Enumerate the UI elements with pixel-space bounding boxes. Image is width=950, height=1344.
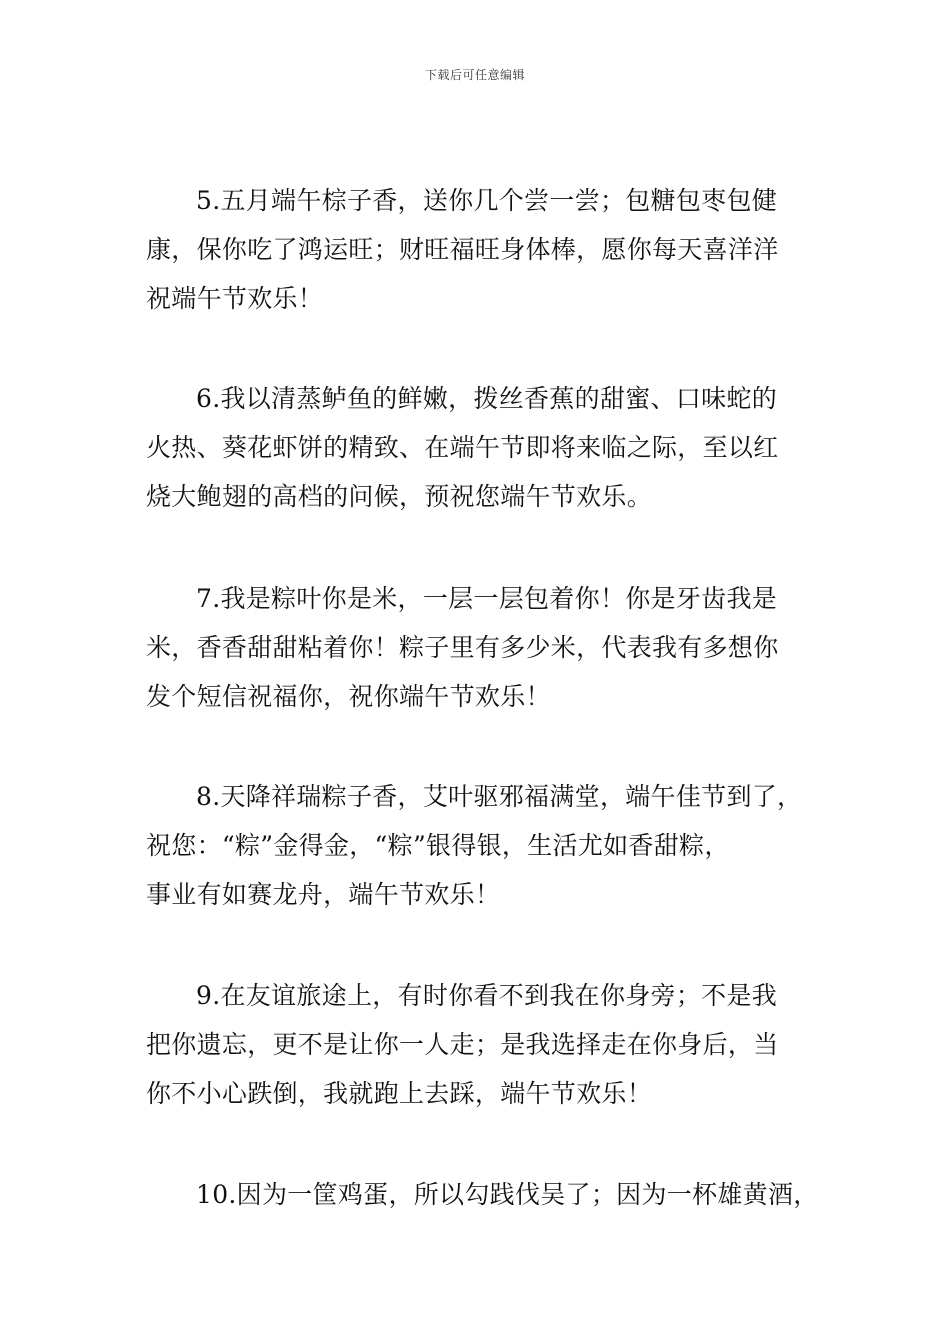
greeting-paragraph-8 — [146, 772, 836, 919]
paragraph-line: 9.在友谊旅途上，有时你看不到我在你身旁；不是我 — [196, 981, 778, 1010]
paragraph-line: 10.因为一筐鸡蛋，所以勾践伐吴了；因为一杯雄黄酒， — [196, 1180, 819, 1209]
paragraph-line: 8.天降祥瑞粽子香，艾叶驱邪福满堂，端午佳节到了， — [196, 782, 803, 811]
paragraph-line: 把你遗忘，更不是让你一人走；是我选择走在你身后，当 — [146, 1030, 779, 1059]
paragraph-line: 发个短信祝福你，祝你端午节欢乐！ — [146, 682, 551, 711]
greeting-paragraph-6 — [146, 374, 836, 521]
paragraph-line: 5.五月端午棕子香，送你几个尝一尝；包糖包枣包健 — [196, 186, 778, 215]
greeting-paragraph-5 — [146, 176, 836, 323]
paragraph-line: 烧大鲍翅的高档的问候，预祝您端午节欢乐。 — [146, 482, 653, 511]
paragraph-line: 火热、葵花虾饼的精致、在端午节即将来临之际，至以红 — [146, 433, 779, 462]
paragraph-line: 你不小心跌倒，我就跑上去踩，端午节欢乐！ — [146, 1079, 653, 1108]
greeting-paragraph-9 — [146, 971, 836, 1118]
paragraph-line: 6.我以清蒸鲈鱼的鲜嫩，拨丝香蕉的甜蜜、口味蛇的 — [196, 384, 778, 413]
paragraph-line: 康，保你吃了鸿运旺；财旺福旺身体棒，愿你每天喜洋洋 — [146, 235, 779, 264]
paragraph-line: 事业有如赛龙舟，端午节欢乐！ — [146, 880, 501, 909]
paragraph-line: 祝您：“粽”金得金，“粽”银得银，生活尤如香甜粽， — [146, 831, 730, 860]
greeting-paragraph-7 — [146, 574, 836, 721]
paragraph-line: 祝端午节欢乐！ — [146, 284, 324, 313]
paragraph-line: 7.我是粽叶你是米，一层一层包着你！你是牙齿我是 — [196, 584, 778, 613]
paragraph-line: 米，香香甜甜粘着你！粽子里有多少米，代表我有多想你 — [146, 633, 779, 662]
page-header-note: 下载后可任意编辑 — [424, 68, 525, 82]
greeting-paragraph-10 — [146, 1170, 836, 1219]
